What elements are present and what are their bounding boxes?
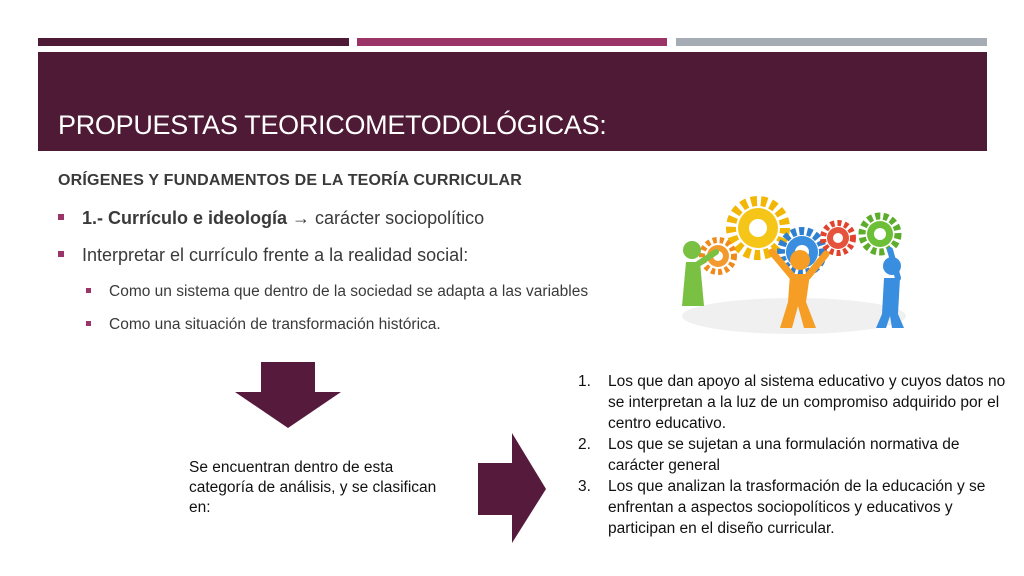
right-arrow-icon: → — [287, 208, 316, 228]
sub-bullet-2-text: Como una situación de transformación histórica. — [109, 316, 441, 333]
list-item-text: Los que analizan la trasformación de la educación y se enfrentan a aspectos sociopolíticos y educativos y participan en el diseño curricular. — [608, 478, 986, 537]
classification-intro-text: Se encuentran dentro de esta categoría de análisis, y se clasifican en: — [189, 459, 437, 516]
slide-subtitle: ORÍGENES Y FUNDAMENTOS DE LA TEORÍA CURRICULAR — [58, 172, 523, 189]
list-item-text: Los que dan apoyo al sistema educativo y cuyos datos no se interpretan a la luz de un compromiso adquirido por el centro educativo. — [608, 373, 1006, 432]
top-bar-1 — [38, 38, 349, 46]
square-bullet-icon — [86, 288, 91, 293]
slide-title: PROPUESTAS TEORICOMETODOLÓGICAS: — [58, 110, 607, 140]
list-item — [578, 371, 1014, 434]
square-bullet-icon — [86, 321, 91, 326]
list-item — [578, 434, 1014, 476]
down-arrow-icon — [233, 362, 343, 430]
list-item-number: 3. — [578, 478, 591, 495]
bullet-1-text — [82, 208, 484, 229]
bullet-2-text: Interpretar el currículo frente a la realidad social: — [82, 245, 469, 265]
top-bar-3 — [676, 38, 987, 46]
bullet-1-rest: carácter sociopolítico — [315, 208, 485, 228]
title-banner — [38, 52, 987, 151]
list-item-text: Los que se sujetan a una formulación normativa de carácter general — [608, 436, 960, 474]
square-bullet-icon — [58, 251, 64, 257]
gear-green — [862, 216, 898, 252]
gear-yellow — [731, 201, 785, 255]
right-arrow-shape-icon — [478, 433, 548, 545]
list-item-number: 2. — [578, 436, 591, 453]
gear-red — [823, 223, 853, 253]
sub-bullet-1-text: Como un sistema que dentro de la sociedad se adapta a las variables — [109, 283, 589, 300]
top-bar-2 — [357, 38, 667, 46]
bullet-1-bold: 1.- Currículo e ideología — [82, 208, 288, 228]
classification-list — [578, 371, 1014, 539]
square-bullet-icon — [58, 214, 64, 220]
list-item — [578, 476, 1014, 539]
people-with-gears-icon — [676, 190, 916, 336]
list-item-number: 1. — [578, 373, 591, 390]
